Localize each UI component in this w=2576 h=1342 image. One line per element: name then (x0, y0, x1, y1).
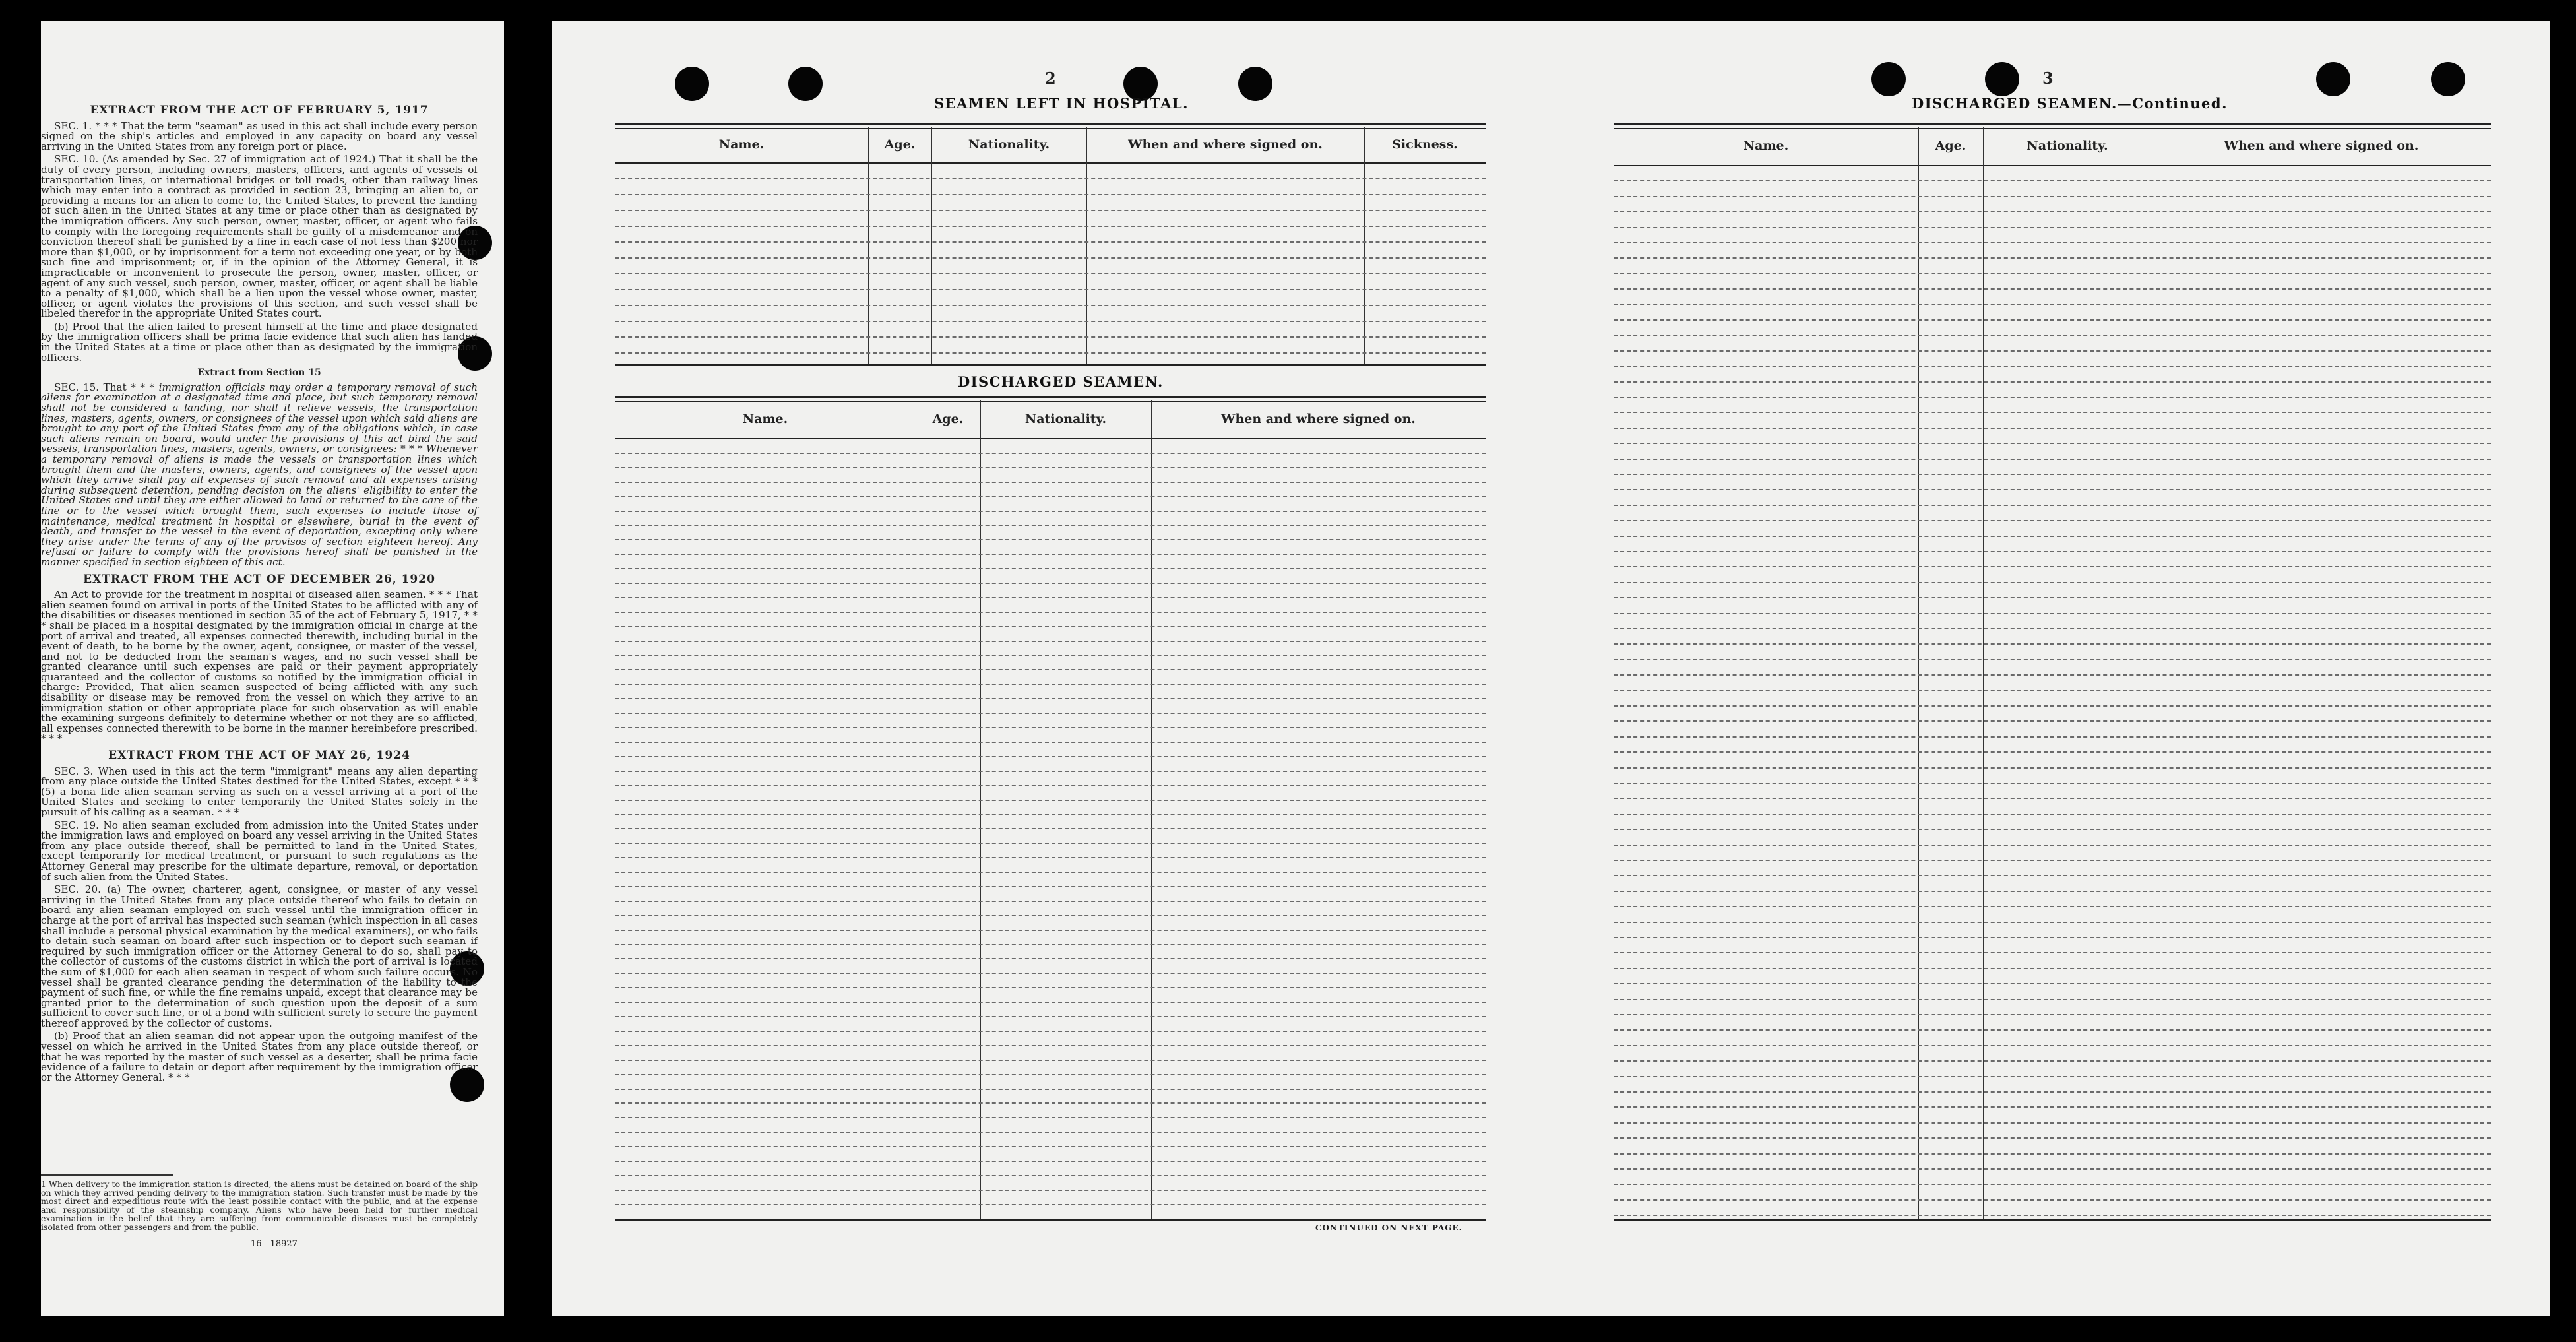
page3-table-column-header: Name. (1743, 139, 1789, 153)
discharged-table-entry-line[interactable] (615, 641, 1486, 642)
paragraph-sec-15 (41, 383, 478, 568)
discharged-table-entry-line[interactable] (615, 901, 1486, 902)
page3-table-entry-line[interactable] (1614, 304, 2491, 305)
discharged-table-bottom-rule (615, 1219, 1486, 1221)
discharged-table-entry-line[interactable] (615, 1102, 1486, 1104)
page3-table-entry-line[interactable] (1614, 751, 2491, 753)
page3-table-entry-line[interactable] (1614, 551, 2491, 552)
page3-table-entry-line[interactable] (1614, 643, 2491, 645)
discharged-table-entry-line[interactable] (615, 987, 1486, 988)
hospital-table-entry-line[interactable] (615, 321, 1486, 322)
hospital-table-entry-line[interactable] (615, 241, 1486, 243)
footnote-rule (41, 1174, 173, 1176)
page3-table-entry-line[interactable] (1614, 1060, 2491, 1062)
page3-table-entry-line[interactable] (1614, 566, 2491, 567)
discharged-table-column-header: Nationality. (1024, 412, 1107, 426)
page3-table-entry-line[interactable] (1614, 829, 2491, 830)
page3-table-entry-line[interactable] (1614, 443, 2491, 444)
page3-table-entry-line[interactable] (1614, 922, 2491, 923)
page3-table-entry-line[interactable] (1614, 798, 2491, 799)
page3-table-bottom-rule (1614, 1219, 2491, 1221)
page3-table-header-row (1614, 127, 2491, 166)
page3-table-entry-line[interactable] (1614, 705, 2491, 707)
paragraph-1924-sec-3: SEC. 3. When used in this act the term "immigrant" means any alien departing from any place outside the United States destined for the United States, except * * * (5) a bona fide alien seaman serving as such on a vessel arriving at a port of the United States and seeking to enter temporarily the United States solely in the pursuit of his calling as a seaman. * * * (41, 765, 478, 818)
page3-table-entry-line[interactable] (1614, 783, 2491, 784)
page3-table-entry-line[interactable] (1614, 1199, 2491, 1201)
page3-table-entry-line[interactable] (1614, 1153, 2491, 1155)
sec-15-body: immigration officials may order a temporary removal of such aliens for examination at a designated time and place, but such temporary removal shall not be considered a landing, nor shall it relieve vessels, the transportation lines, masters, agents, owners, or consignees of the vessel upon which said aliens are brought to any port of the United States from any of the obligations which, in case such aliens remain on board, would under the provisions of this act bind the said vessels, transportation lines, masters, agents, owners, or consignees: * * * Whenever a temporary removal of aliens is made the vessels or transportation lines which brought them and the masters, owners, agents, and consignees of the vessel upon which they arrive shall pay all expenses of such removal and all expenses arising during subsequent detention, pending decision on the aliens' eligibility to enter the United States and until they are either allowed to land or returned to the care of the line or to the vessel which brought them, such expenses to include those of maintenance, medical treatment in hospital or elsewhere, burial in the event of death, and transfer to the vessel in the event of deportation, excepting only where they arise under the terms of any of the provisos of section eighteen hereof. Any refusal or failure to comply with the provisions hereof shall be punished in the manner specified in section eighteen of this act. (41, 381, 478, 568)
page3-table-entry-line[interactable] (1614, 273, 2491, 274)
page3-table-entry-line[interactable] (1614, 211, 2491, 212)
discharged-table-entry-line[interactable] (615, 568, 1486, 569)
discharged-table-entry-line[interactable] (615, 669, 1486, 670)
page3-table-entry-line[interactable] (1614, 196, 2491, 197)
page3-table-entry-line[interactable] (1614, 860, 2491, 861)
discharged-table-column-header: Name. (742, 412, 788, 426)
punch-hole-6 (788, 67, 823, 101)
discharged-table-entry-line[interactable] (615, 511, 1486, 512)
page3-table-entry-line[interactable] (1614, 1091, 2491, 1093)
paragraph-act-1920: An Act to provide for the treatment in hospital of diseased alien seamen. * * * That alien seamen found on arrival in ports of the United States to be afflicted with any of the disabilities or diseases mentioned in section 35 of the act of February 5, 1917, * * * shall be placed in a hospital designated by the immigration official in charge at the port of arrival and treated, all expenses connected therewith, including burial in the event of death, to be borne by the owner, agent, consignee, or master of the vessel, and not to be deducted from the seaman's wages, and no such vessel shall be granted clearance until such expenses are paid or their payment appropriately guaranteed and the collector of customs so notified by the immigration official in charge: Provided, That alien seamen suspected of being afflicted with any such disability or disease may be removed from the vessel on which they arrive to an immigration station or other appropriate place for such observation as will enable the examining surgeons definitely to determine whether or not they are so afflicted, all expenses connected therewith to be borne in the manner hereinbefore prescribed. * * * (41, 589, 478, 745)
footnote: 1 When delivery to the immigration station is directed, the aliens must be detained on board of the ship on which they arrived pending delivery to the immigration station. Such transfer must be made by the most direct and expeditious route with the least possible contact with the public, and at the expense and responsibility of the steamship company. Aliens who have been held for further medical examination in the belief that they are suffering from communicable diseases must be completely isolated from other passengers and from the public. (41, 1179, 478, 1232)
page3-table-entry-line[interactable] (1614, 582, 2491, 583)
page3-table-entry-line[interactable] (1614, 674, 2491, 676)
discharged-table-entry-line[interactable] (615, 944, 1486, 945)
page3-table-entry-line[interactable] (1614, 690, 2491, 691)
discharged-table-entry-line[interactable] (615, 684, 1486, 685)
discharged-table-entry-line[interactable] (615, 1031, 1486, 1032)
page3-table-entry-line[interactable] (1614, 1137, 2491, 1139)
discharged-table-entry-line[interactable] (615, 1045, 1486, 1046)
hospital-table-entry-line[interactable] (615, 289, 1486, 290)
discharged-table-entry-line[interactable] (615, 597, 1486, 598)
punch-hole-5 (675, 67, 709, 101)
discharged-table-entry-line[interactable] (615, 872, 1486, 873)
discharged-table-entry-line[interactable] (615, 1146, 1486, 1147)
page3-table-entry-line[interactable] (1614, 335, 2491, 336)
discharged-table-entry-line[interactable] (615, 930, 1486, 931)
page3-table-entry-line[interactable] (1614, 736, 2491, 738)
discharged-table-column-header: Age. (932, 412, 964, 426)
discharged-table-entry-line[interactable] (615, 655, 1486, 656)
page3-table-entry-line[interactable] (1614, 520, 2491, 521)
discharged-table-entry-line[interactable] (615, 785, 1486, 786)
hospital-table-column-header: Age. (884, 137, 916, 152)
discharged-table-entry-line[interactable] (615, 814, 1486, 815)
discharged-table-entry-line[interactable] (615, 496, 1486, 497)
discharged-table-entry-line[interactable] (615, 756, 1486, 757)
page3-table-entry-line[interactable] (1614, 180, 2491, 181)
hospital-table-column-divider (868, 127, 869, 366)
discharged-table-entry-line[interactable] (615, 1089, 1486, 1090)
page3-table-entry-line[interactable] (1614, 1168, 2491, 1170)
discharged-table-entry-line[interactable] (615, 612, 1486, 613)
hospital-table-entry-line[interactable] (615, 226, 1486, 227)
page3-table-entry-line[interactable] (1614, 597, 2491, 598)
page3-table-entry-line[interactable] (1614, 412, 2491, 413)
heading-act-1924: EXTRACT FROM THE ACT OF MAY 26, 1924 (108, 749, 410, 763)
page3-table-entry-line[interactable] (1614, 366, 2491, 367)
page3-table-entry-line[interactable] (1614, 968, 2491, 969)
page3-table-entry-line[interactable] (1614, 350, 2491, 352)
hospital-table (615, 123, 1486, 366)
page3-discharged-table (1614, 123, 2491, 1221)
page3-table-entry-line[interactable] (1614, 906, 2491, 907)
page3-table-entry-line[interactable] (1614, 536, 2491, 537)
discharged-table-entry-line[interactable] (615, 1175, 1486, 1176)
page3-table-entry-line[interactable] (1614, 474, 2491, 475)
punch-hole-10 (1985, 62, 2019, 96)
page3-table-entry-line[interactable] (1614, 257, 2491, 259)
subheading-section-15: Extract from Section 15 (197, 367, 321, 379)
discharged-table-entry-line[interactable] (615, 453, 1486, 454)
page3-table-entry-line[interactable] (1614, 459, 2491, 460)
discharged-table-entry-line[interactable] (615, 886, 1486, 887)
page3-table-column-divider (1918, 127, 1919, 1221)
page3-table-entry-line[interactable] (1614, 381, 2491, 383)
discharged-table-entry-line[interactable] (615, 698, 1486, 699)
discharged-table-entry-line[interactable] (615, 539, 1486, 540)
discharged-table-entry-line[interactable] (615, 915, 1486, 916)
discharged-table-entry-line[interactable] (615, 742, 1486, 743)
continued-note: CONTINUED ON NEXT PAGE. (1315, 1223, 1462, 1232)
discharged-table-entry-line[interactable] (615, 727, 1486, 728)
page3-table-entry-line[interactable] (1614, 1045, 2491, 1046)
discharged-table-entry-line[interactable] (615, 1016, 1486, 1017)
discharged-table-entry-line[interactable] (615, 800, 1486, 801)
hospital-table-title: SEAMEN LEFT IN HOSPITAL. (934, 95, 1189, 112)
discharged-table-entry-line[interactable] (615, 1132, 1486, 1133)
discharged-table-entry-line[interactable] (615, 626, 1486, 627)
page3-table-entry-line[interactable] (1614, 397, 2491, 398)
discharged-table-entry-line[interactable] (615, 958, 1486, 959)
page3-table-entry-line[interactable] (1614, 1184, 2491, 1185)
page3-table-column-header: When and where signed on. (2224, 139, 2419, 153)
hospital-table-entry-line[interactable] (615, 210, 1486, 211)
punch-hole-9 (1871, 62, 1906, 96)
page3-table-entry-line[interactable] (1614, 489, 2491, 490)
paragraph-sec-10b: (b) Proof that the alien failed to present himself at the time and place designated by the immigration officers shall be prima facie evidence that such alien has landed in the United States at a time or place other than as designated by the immigration officers. (41, 320, 478, 364)
discharged-table-entry-line[interactable] (615, 583, 1486, 584)
discharged-table-entry-line[interactable] (615, 713, 1486, 714)
discharged-table-entry-line[interactable] (615, 467, 1486, 468)
discharged-table-entry-line[interactable] (615, 828, 1486, 829)
heading-act-1920: EXTRACT FROM THE ACT OF DECEMBER 26, 1920 (83, 572, 435, 586)
page3-table-entry-line[interactable] (1614, 613, 2491, 614)
page3-table-entry-line[interactable] (1614, 628, 2491, 629)
hospital-table-entry-line[interactable] (615, 352, 1486, 354)
discharged-table-entry-line[interactable] (615, 843, 1486, 844)
hospital-table-entry-line[interactable] (615, 257, 1486, 259)
page3-table-column-divider (1983, 127, 1984, 1221)
discharged-table-column-divider (1151, 400, 1152, 1221)
hospital-table-column-header: Name. (718, 137, 765, 152)
page3-table-entry-line[interactable] (1614, 319, 2491, 321)
paragraph-1924-sec-20: SEC. 20. (a) The owner, charterer, agent, consignee, or master of any vessel arriving in the United States from any place outside thereof who fails to detain on board any alien seaman employed on such vessel until the immigration officer in charge at the port of arrival has inspected such seaman (which inspection in all cases shall include a personal physical examination by the medical examiners), or who fails to detain such seaman on board after such inspection or to deport such seaman if required by such immigration officer or the Attorney General to do so, shall pay to the collector of customs of the customs district in which the port of arrival is located the sum of $1,000 for each alien seaman in respect of whom such failure occurs. No vessel shall be granted clearance pending the determination of the liability to the payment of such fine, or while the fine remains unpaid, except that clearance may be granted prior to the determination of such question upon the deposit of a sum sufficient to cover such fine, or of a bond with sufficient surety to secure the payment thereof approved by the collector of customs. (41, 883, 478, 1029)
hospital-table-column-divider (1364, 127, 1365, 366)
page3-table-entry-line[interactable] (1614, 937, 2491, 938)
discharged-table-entry-line[interactable] (615, 1190, 1486, 1191)
discharged-table-entry-line[interactable] (615, 1161, 1486, 1162)
hospital-table-column-divider (1086, 127, 1087, 366)
page3-table-entry-line[interactable] (1614, 1215, 2491, 1216)
hospital-table-column-header: Sickness. (1392, 137, 1458, 152)
page3-table-entry-line[interactable] (1614, 767, 2491, 769)
hospital-table-column-header: When and where signed on. (1128, 137, 1323, 152)
discharged-table-entry-line[interactable] (615, 1002, 1486, 1003)
page3-table-entry-line[interactable] (1614, 288, 2491, 290)
page3-table-entry-line[interactable] (1614, 242, 2491, 243)
page3-table-entry-line[interactable] (1614, 428, 2491, 429)
page3-table-entry-line[interactable] (1614, 720, 2491, 722)
page-number-2: 2 (1045, 69, 1056, 88)
discharged-table-title: DISCHARGED SEAMEN. (958, 373, 1164, 390)
discharged-table-entry-line[interactable] (615, 1074, 1486, 1075)
hospital-table-column-header: Nationality. (968, 137, 1050, 152)
punch-hole-12 (2431, 62, 2465, 96)
hospital-table-column-divider (931, 127, 932, 366)
page3-table-entry-line[interactable] (1614, 1014, 2491, 1015)
paragraph-1924-sec-19: SEC. 19. No alien seaman excluded from admission into the United States under the immigration laws and employed on board any vessel arriving in the United States from any place outside thereof, shall be permitted to land in the United States, except temporarily for medical treatment, or pursuant to such regulations as the Attorney General may prescribe for the ultimate departure, removal, or deportation of such alien from the United States. (41, 819, 478, 883)
page3-table-entry-line[interactable] (1614, 227, 2491, 228)
page-number-3: 3 (2042, 69, 2054, 88)
punch-hole-11 (2316, 62, 2350, 96)
hospital-table-entry-line[interactable] (615, 305, 1486, 306)
page3-table-column-header: Nationality. (2026, 139, 2108, 153)
punch-hole-8 (1238, 67, 1272, 101)
discharged-table-entry-line[interactable] (615, 1060, 1486, 1061)
discharged-table-entry-line[interactable] (615, 1204, 1486, 1205)
page3-table-entry-line[interactable] (1614, 814, 2491, 815)
page3-table-entry-line[interactable] (1614, 999, 2491, 1000)
discharged-table-entry-line[interactable] (615, 771, 1486, 772)
page3-table-entry-line[interactable] (1614, 875, 2491, 876)
page3-table-entry-line[interactable] (1614, 845, 2491, 846)
hospital-table-bottom-rule (615, 364, 1486, 366)
paragraph-1924-sec-20b: (b) Proof that an alien seaman did not appear upon the outgoing manifest of the vessel on which he arrived in the United States from any place outside thereof, or that he was reported by the master of such vessel as a deserter, shall be prima facie evidence of a failure to detain or deport after requirement by the immigration officer or the Attorney General. * * * (41, 1030, 478, 1083)
discharged-table-entry-line[interactable] (615, 1117, 1486, 1118)
hospital-table-entry-line[interactable] (615, 336, 1486, 338)
left-page-text (41, 99, 478, 1085)
discharged-continued-title: DISCHARGED SEAMEN.—Continued. (1912, 95, 2228, 112)
paragraph-sec-1: SEC. 1. * * * That the term "seaman" as used in this act shall include every person signed on the ship's articles and employed in any capacity on board any vessel arriving in the United States from any foreign port or place. (41, 119, 478, 152)
heading-act-1917: EXTRACT FROM THE ACT OF FEBRUARY 5, 1917 (90, 104, 429, 117)
page3-table-entry-line[interactable] (1614, 1122, 2491, 1124)
hospital-table-entry-line[interactable] (615, 273, 1486, 274)
page3-table-column-header: Age. (1935, 139, 1966, 153)
sec-15-lead: SEC. 15. That * * * (54, 381, 155, 393)
page3-table-entry-line[interactable] (1614, 1076, 2491, 1077)
discharged-table-entry-line[interactable] (615, 525, 1486, 526)
discharged-table (615, 396, 1486, 1221)
page3-table-entry-line[interactable] (1614, 1106, 2491, 1108)
hospital-table-entry-line[interactable] (615, 178, 1486, 179)
form-number: 16—18927 (251, 1239, 298, 1249)
discharged-table-header-row (615, 400, 1486, 439)
page3-table-entry-line[interactable] (1614, 891, 2491, 892)
discharged-table-entry-line[interactable] (615, 973, 1486, 974)
discharged-table-column-divider (980, 400, 981, 1221)
hospital-table-entry-line[interactable] (615, 194, 1486, 195)
hospital-table-header-row (615, 127, 1486, 164)
discharged-table-column-header: When and where signed on. (1221, 412, 1416, 426)
discharged-table-entry-line[interactable] (615, 857, 1486, 858)
discharged-table-entry-line[interactable] (615, 554, 1486, 555)
page3-table-entry-line[interactable] (1614, 952, 2491, 953)
page3-table-entry-line[interactable] (1614, 505, 2491, 506)
page3-table-entry-line[interactable] (1614, 983, 2491, 984)
page3-table-entry-line[interactable] (1614, 659, 2491, 660)
page3-table-entry-line[interactable] (1614, 1029, 2491, 1031)
discharged-table-entry-line[interactable] (615, 482, 1486, 483)
paragraph-sec-10: SEC. 10. (As amended by Sec. 27 of immigration act of 1924.) That it shall be the duty of every person, including owners, masters, officers, and agents of vessels of transportation lines, or international bridges or toll roads, other than railway lines which may enter into a contract as provided in section 23, bringing an alien to, or providing a means for an alien to come to, the United States, to prevent the landing of such alien in the United States at any time or place other than as designated by the immigration officers. Any such person, owner, master, officer, or agent who fails to comply with the foregoing requirements shall be guilty of a misdemeanor and on conviction thereof shall be punished by a fine in each case of not less than $200 nor more than $1,000, or by imprisonment for a term not exceeding one year, or by both such fine and imprisonment; or, if in the opinion of the Attorney General, it is impracticable or inconvenient to prosecute the person, owner, master, officer, or agent of any such vessel, such person, owner, master, officer, or agent shall be liable to a penalty of $1,000, which shall be a lien upon the vessel whose owner, master, officer, or agent violates the provisions of this section, and such vessel shall be libeled therefor in the appropriate United States court. (41, 153, 478, 320)
